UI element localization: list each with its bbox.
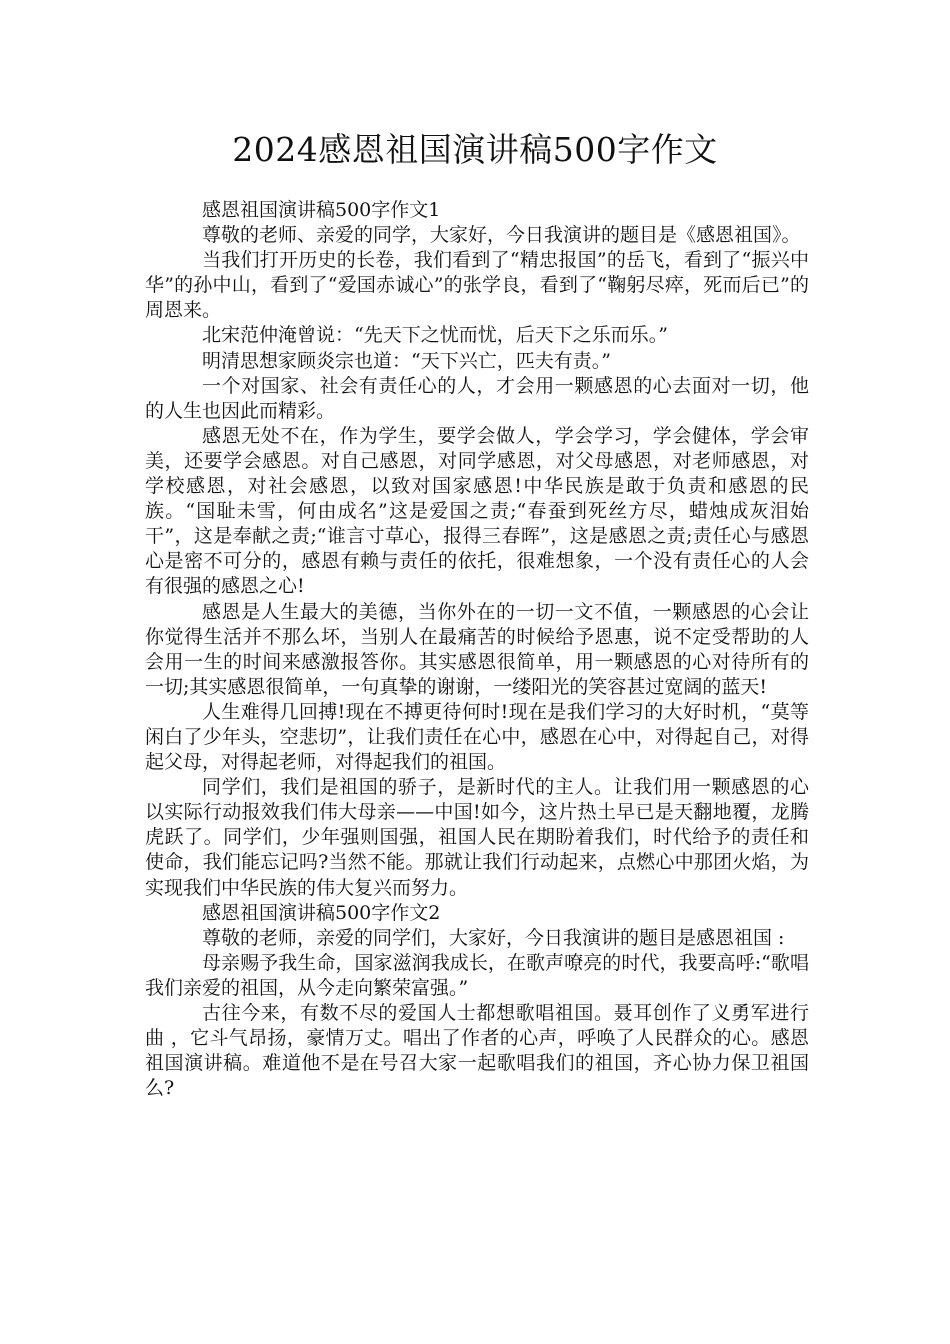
section-heading-2: 感恩祖国演讲稿500字作文2 [202,901,441,924]
paragraph: 古往今来，有数不尽的爱国人士都想歌唱祖国。聂耳创作了义勇军进行曲 ，它斗气昂扬，豪情万丈。唱出了作者的心声，呼唤了人民群众的心。感恩祖国演讲稿。难道他不是在号召大家一起歌唱我们的祖国，齐心协力保卫祖国么? [145,1002,809,1100]
paragraph: 一个对国家、社会有责任心的人，才会用一颗感恩的心去面对一切，他的人生也因此而精彩。 [145,374,809,422]
paragraph: 尊敬的老师、亲爱的同学，大家好，今日我演讲的题目是《感恩祖国》。 [202,224,801,247]
paragraph: 尊敬的老师，亲爱的同学们，大家好，今日我演讲的题目是感恩祖国 : [202,926,785,949]
paragraph: 同学们，我们是祖国的骄子，是新时代的主人。让我们用一颗感恩的心以实际行动报效我们伟大母亲——中国!如今，这片热土早已是天翻地覆，龙腾虎跃了。同学们，少年强则国强，祖国人民在期盼着我们，时代给予的责任和使命，我们能忘记吗?当然不能。那就让我们行动起来，点燃心中那团火焰，为实现我们中华民族的伟大复兴而努力。 [145,776,809,899]
document-body [145,198,809,1101]
document-title: 2024感恩祖国演讲稿500字作文 [232,130,718,169]
paragraph: 当我们打开历史的长卷，我们看到了“精忠报国”的岳飞，看到了“振兴中华”的孙中山，看到了“爱国赤诚心”的张学良，看到了“鞠躬尽瘁，死而后已”的周恩来。 [145,249,809,322]
paragraph: 感恩是人生最大的美德，当你外在的一切一文不值，一颗感恩的心会让你觉得生活并不那么坏，当别人在最痛苦的时候给予恩惠，说不定受帮助的人会用一生的时间来感激报答你。其实感恩很简单，用一颗感恩的心对待所有的一切;其实感恩很简单，一句真挚的谢谢，一缕阳光的笑容甚过宽阔的蓝天! [145,600,809,698]
paragraph: 人生难得几回搏!现在不搏更待何时!现在是我们学习的大好时机，“莫等闲白了少年头，空悲切”，让我们责任在心中，感恩在心中，对得起自己，对得起父母，对得起老师，对得起我们的祖国。 [145,700,809,774]
section-heading-1: 感恩祖国演讲稿500字作文1 [202,199,441,221]
paragraph: 感恩无处不在，作为学生，要学会做人，学会学习，学会健体，学会审美，还要学会感恩。对自己感恩，对同学感恩，对父母感恩，对老师感恩，对学校感恩，对社会感恩，以致对国家感恩!中华民族是敢于负责和感恩的民族。“国耻未雪，何由成名”这是爱国之责;“春蚕到死丝方尽，蜡烛成灰泪始干”，这是奉献之责;“谁言寸草心，报得三春晖”，这是感恩之责;责任心与感恩心是密不可分的，感恩有赖与责任的依托，很难想象，一个没有责任心的人会有很强的感恩之心! [145,424,809,598]
paragraph: 母亲赐予我生命，国家滋润我成长，在歌声嘹亮的时代，我要高呼:“歌唱我们亲爱的祖国，从今走向繁荣富强。” [145,951,809,999]
paragraph: 明清思想家顾炎宗也道：“天下兴亡，匹夫有责。” [202,349,611,372]
paragraph: 北宋范仲淹曾说：“先天下之忧而忧，后天下之乐而乐。” [202,324,668,347]
